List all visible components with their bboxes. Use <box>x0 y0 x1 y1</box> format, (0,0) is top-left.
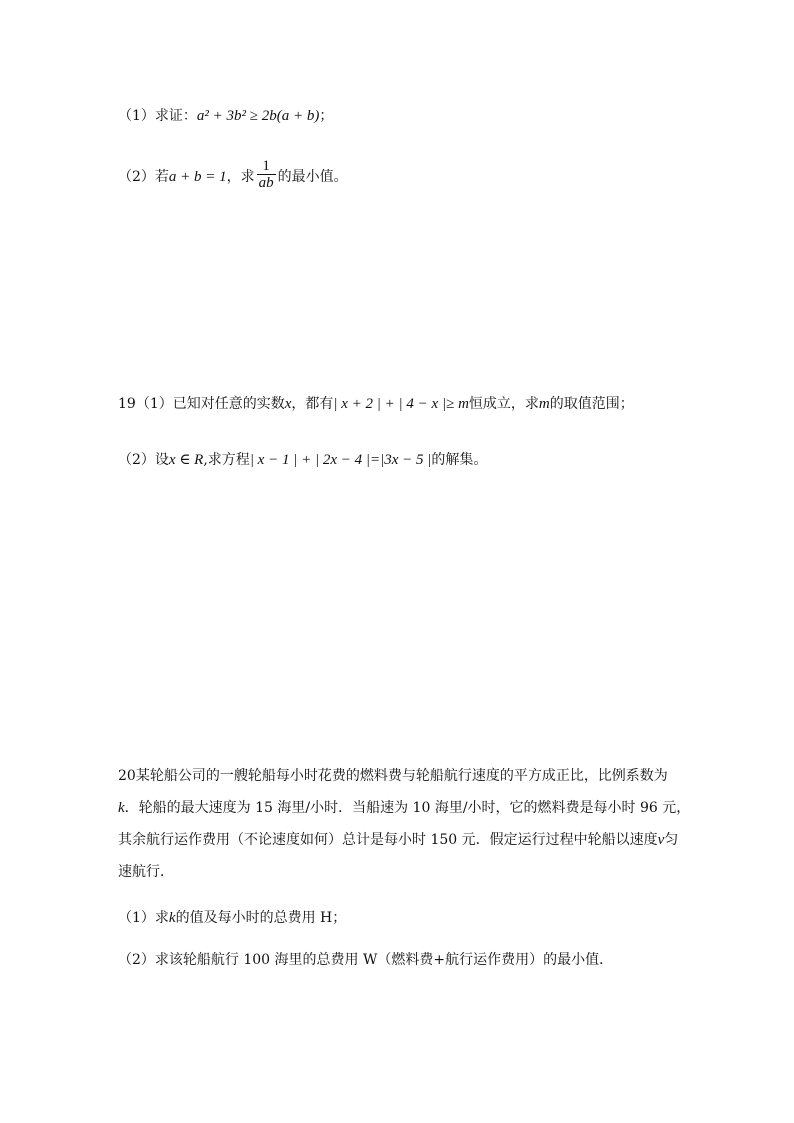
problem20-line1 <box>118 766 668 786</box>
problem20-line3-end: 匀 <box>664 832 679 848</box>
problem19-part1-label: 19（1）已知对任意的实数 <box>118 396 285 412</box>
problem19-equation: | x − 1 | + | 2x − 4 |=|3x − 5 | <box>249 452 432 468</box>
problem19-part2 <box>118 450 487 470</box>
problem20-line4-text: 速航行． <box>118 864 174 880</box>
problem18-part1-label: （1）求证： <box>118 108 197 124</box>
problem20-line4 <box>118 862 174 882</box>
problem18-part2-mid: ，求 <box>226 169 255 185</box>
problem19-part2-mid: ,求方程 <box>203 452 250 468</box>
problem18-part1 <box>118 106 333 126</box>
problem19-part2-label: （2）设 <box>118 452 169 468</box>
problem20-part1 <box>118 908 346 928</box>
problem19-part2-end: 的解集。 <box>431 452 488 468</box>
fraction-denominator: ab <box>258 175 274 191</box>
problem20-line3-text: 其余航行运作费用（不论速度如何）总计是每小时 150 元．假定运行过程中轮船以速度 <box>118 832 658 848</box>
problem20-line3 <box>118 830 678 850</box>
problem19-part2-condition: x ∈ R <box>168 452 204 468</box>
problem18-part2-end: 的最小值。 <box>277 169 348 185</box>
problem20-var-k: k <box>118 800 125 816</box>
fraction-numerator: 1 <box>257 158 276 175</box>
problem19-inequality: | x + 2 | + | 4 − x |≥ m <box>333 396 469 412</box>
problem19-var-x: x <box>284 396 292 412</box>
problem19-var-m: m <box>538 396 550 412</box>
problem20-part1-var-k: k <box>168 910 176 926</box>
problem20-var-v: v <box>657 832 665 848</box>
problem18-fraction <box>257 158 276 192</box>
problem18-part1-end: ； <box>319 108 334 124</box>
problem19-part1-end: 的取值范围； <box>549 396 634 412</box>
problem18-part1-formula: a² + 3b² ≥ 2b(a + b) <box>196 108 320 124</box>
problem20-part2-text: （2）求该轮船航行 100 海里的总费用 W（燃料费+航行运作费用）的最小值． <box>118 952 614 968</box>
problem20-part1-text: 的值及每小时的总费用 H； <box>175 910 347 926</box>
problem18-part2-label: （2）若 <box>118 169 169 185</box>
problem18-part2-condition: a + b = 1 <box>168 169 227 185</box>
problem20-part1-label: （1）求 <box>118 910 169 926</box>
problem20-part2 <box>118 950 613 970</box>
problem20-line2 <box>118 798 690 818</box>
problem20-line1-text: 20某轮船公司的一艘轮船每小时花费的燃料费与轮船航行速度的平方成正比，比例系数为 <box>118 768 668 784</box>
problem19-part1-mid1: ，都有 <box>291 396 334 412</box>
problem19-part1-mid2: 恒成立，求 <box>468 396 539 412</box>
problem20-line2-text: ．轮船的最大速度为 15 海里/小时．当船速为 10 海里/小时，它的燃料费是每小时 96 元， <box>124 800 691 816</box>
problem18-part2 <box>118 160 348 194</box>
problem19-part1 <box>118 394 634 414</box>
